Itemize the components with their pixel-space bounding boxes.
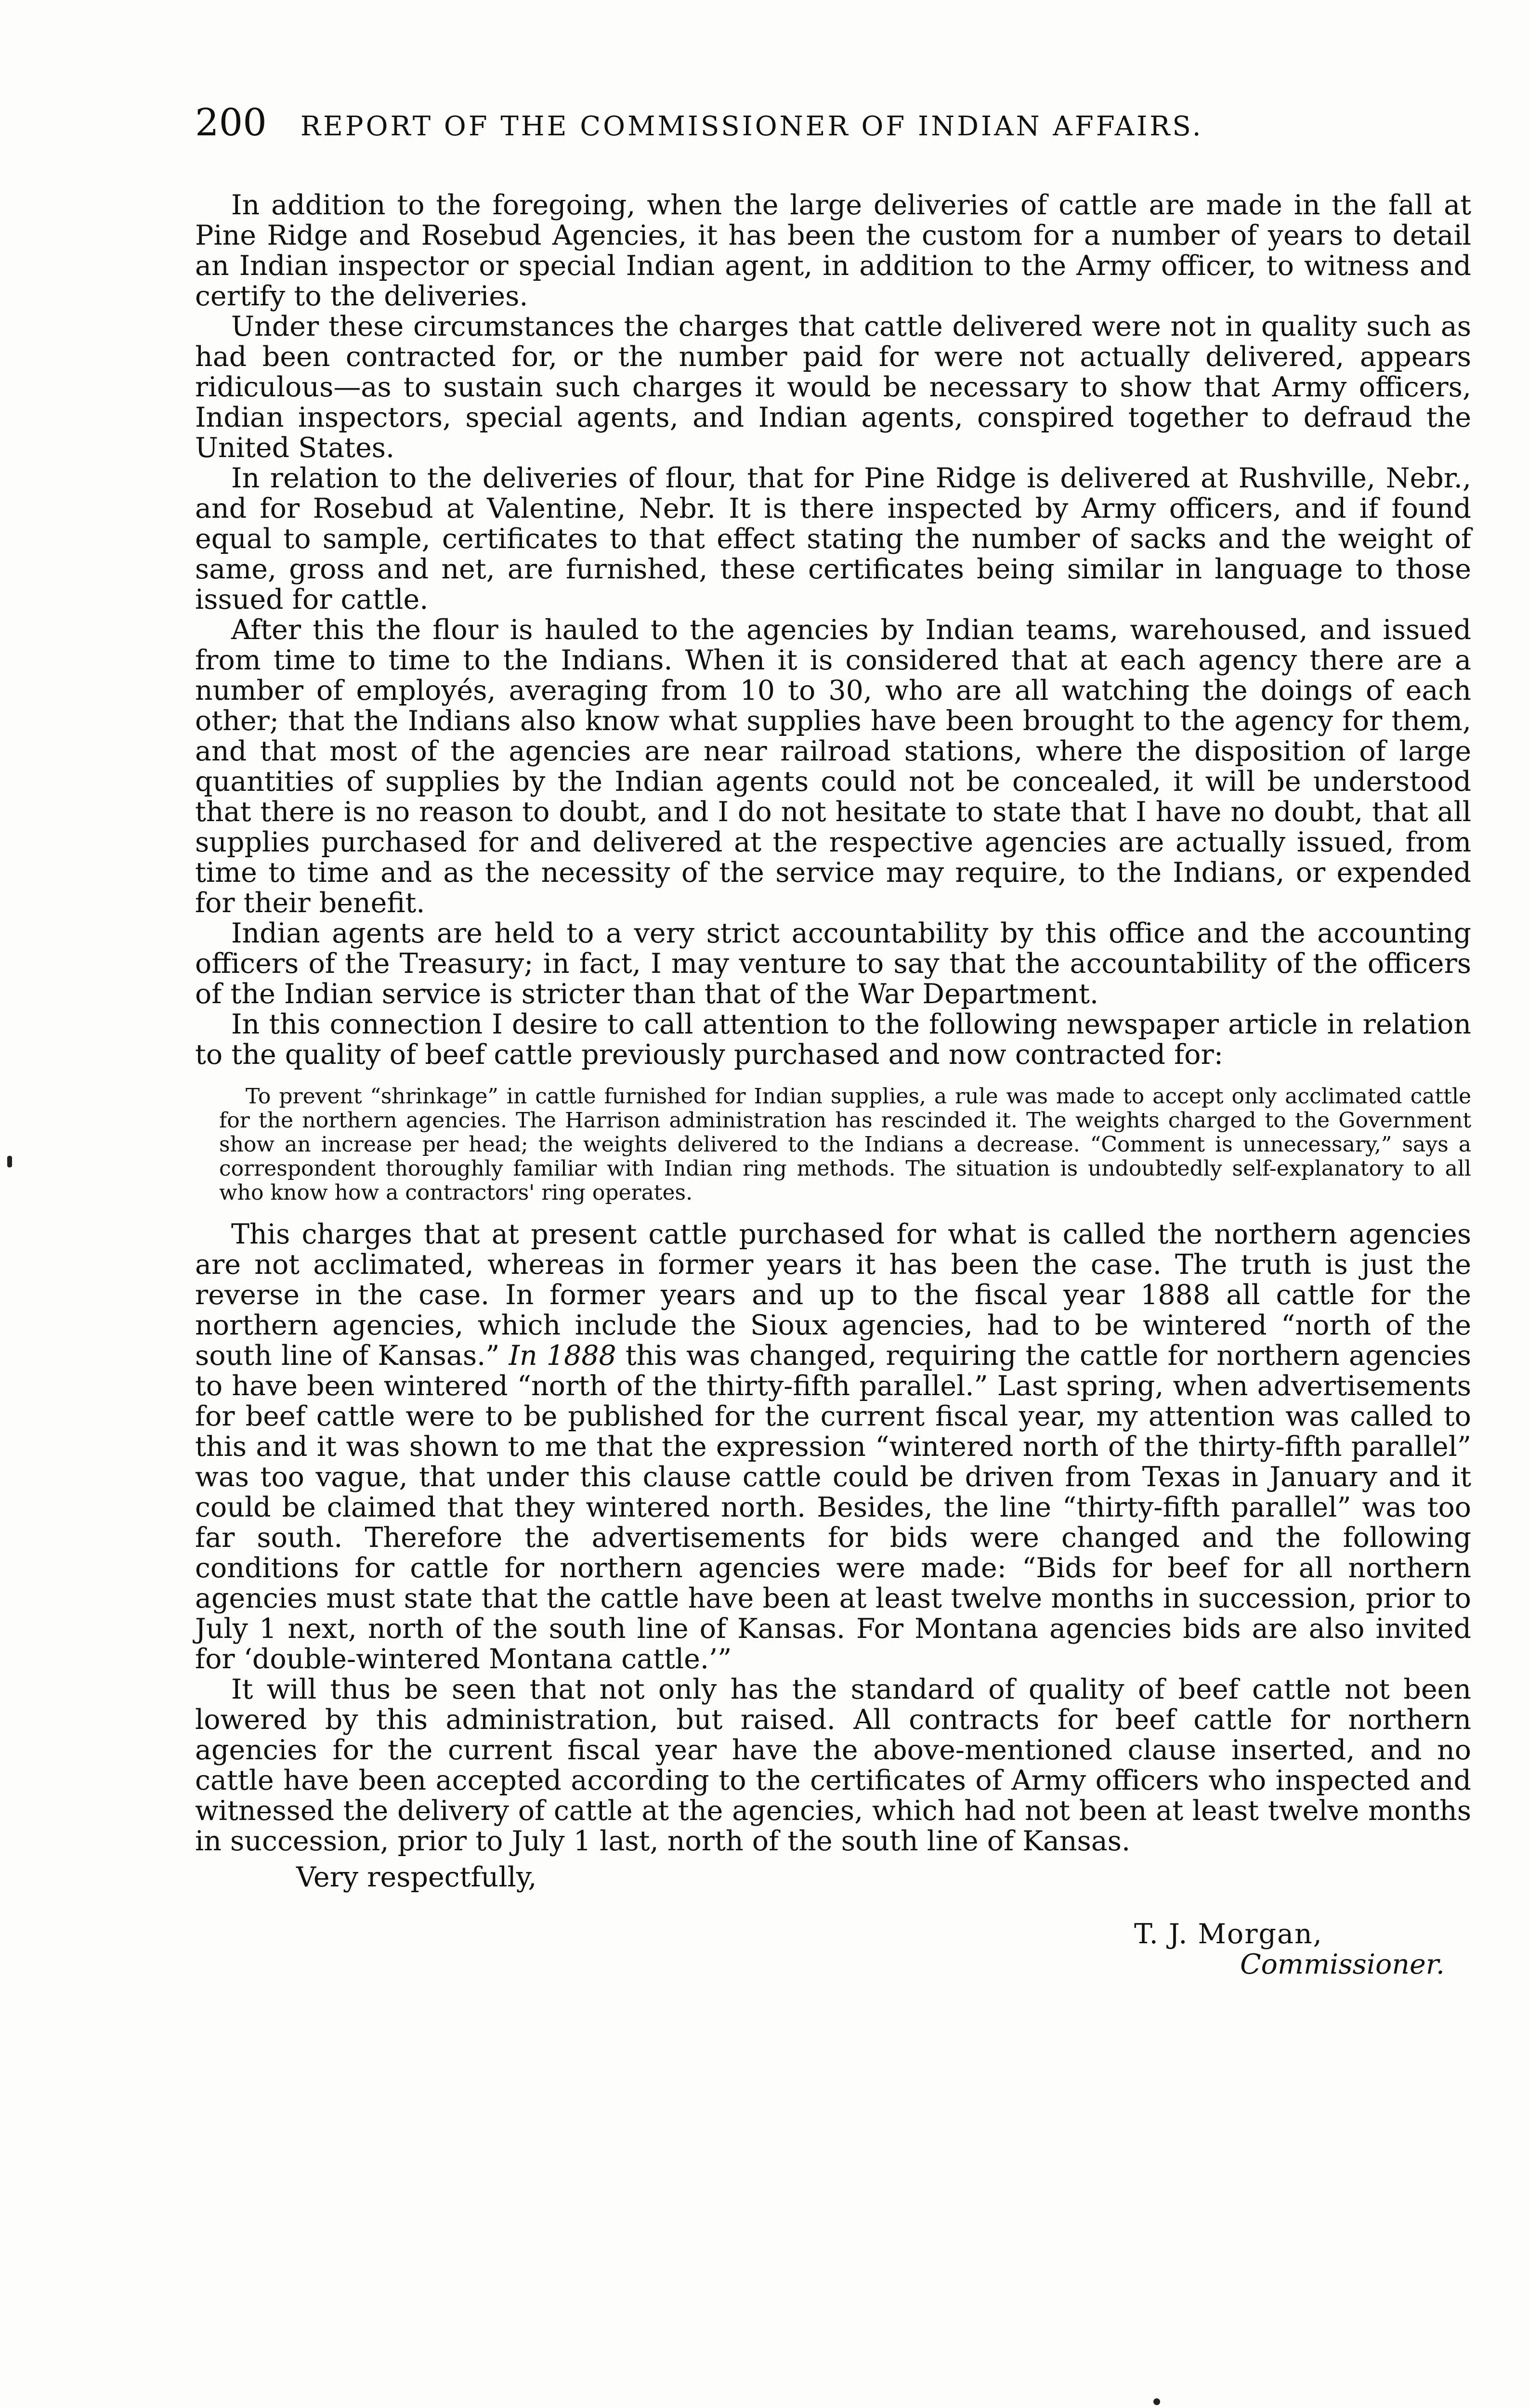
italic-year: In 1888 bbox=[509, 1340, 616, 1372]
paragraph-acclimated-cattle bbox=[195, 1219, 1471, 1675]
paragraph: In this connection I desire to call attention to the following newspaper article in relation to the quality of beef cattle previously purchased and now contracted for: bbox=[195, 1008, 1471, 1071]
scan-speck bbox=[1153, 2398, 1160, 2405]
page-header bbox=[195, 101, 1365, 144]
paragraph: In relation to the deliveries of flour, that for Pine Ridge is delivered at Rushville, Nebr., and for Rosebud at Valentine, Nebr. It is there inspected by Army officers, and if found equal to sample, certificates to that effect stating the number of sacks and the weight of same, gross and net, are furnished, these certificates being similar in language to those issued for cattle. bbox=[195, 462, 1471, 615]
page-number: 200 bbox=[195, 101, 267, 144]
paragraph: It will thus be seen that not only has the standard of quality of beef cattle not been lowered by this administration, but raised. All contracts for beef cattle for northern agencies for the current fiscal year have the above-mentioned clause inserted, and no cattle have been accepted according to the certificates of Army officers who inspected and witnessed the delivery of cattle at the agencies, which had not been at least twelve months in succession, prior to July 1 last, north of the south line of Kansas. bbox=[195, 1674, 1471, 1857]
paragraph-text: this was changed, requiring the cattle for northern agencies to have been wintered “north of the thirty-fifth parallel.” Last spring, when advertisements for beef cattle were to be published for the current fiscal year, my attention was called to this and it was shown to me that the expression “wintered north of the thirty-fifth parallel” was too vague, that under this clause cattle could be driven from Texas in January and it could be claimed that they wintered north. Besides, the line “thirty-fifth parallel” was too far south. Therefore the advertisements for bids were changed and the following conditions for cattle for northern agencies were made: “Bids for beef for all northern agencies must state that the cattle have been at least twelve months in succession, prior to July 1 next, north of the south line of Kansas. For Montana agencies bids are also invited for ‘double-wintered Montana cattle.’” bbox=[195, 1340, 1471, 1675]
paragraph: After this the flour is hauled to the agencies by Indian teams, warehoused, and issued from time to time to the Indians. When it is considered that at each agency there are a number of employés, averaging from 10 to 30, who are all watching the doings of each other; that the Indians also know what supplies have been brought to the agency for them, and that most of the agencies are near railroad stations, where the disposition of large quantities of supplies by the Indian agents could not be concealed, it will be understood that there is no reason to doubt, and I do not hesitate to state that I have no doubt, that all supplies purchased for and delivered at the respective agencies are actually issued, from time to time and as the necessity of the service may require, to the Indians, or expended for their benefit. bbox=[195, 614, 1471, 919]
newspaper-quote: To prevent “shrinkage” in cattle furnished for Indian supplies, a rule was made to accept only acclimated cattle for the northern agencies. The Harrison administration has rescinded it. The weights charged to the Government show an increase per head; the weights delivered to the Indians a decrease. “Comment is unnecessary,” says a correspondent thoroughly familiar with Indian ring methods. The situation is undoubtedly self-explanatory to all who know how a contractors' ring operates. bbox=[219, 1084, 1471, 1205]
report-body bbox=[195, 190, 1471, 1980]
paragraph: In addition to the foregoing, when the large deliveries of cattle are made in the fall at Pine Ridge and Rosebud Agencies, it has been the custom for a number of years to detail an Indian inspector or special Indian agent, in addition to the Army officer, to witness and certify to the deliveries. bbox=[195, 189, 1471, 312]
signature-block bbox=[1134, 1919, 1471, 1980]
scan-speck bbox=[7, 1156, 12, 1167]
paragraph: Under these circumstances the charges that cattle delivered were not in quality such as had been contracted for, or the number paid for were not actually delivered, appears ridiculous—as to sustain such charges it would be necessary to show that Army officers, Indian inspectors, special agents, and Indian agents, conspired together to defraud the United States. bbox=[195, 311, 1471, 464]
signatory-title: Commissioner. bbox=[1240, 1949, 1445, 1980]
paragraph-text: This charges that at present cattle purchased for what is called the northern agencies are not acclimated, whereas in former years it has been the case. The truth is just the reverse in the case. In former years and up to the fiscal year 1888 all cattle for the northern agencies, which include the Sioux agencies, had to be wintered “north of the south line of Kansas.” bbox=[195, 1218, 1471, 1372]
signatory-name: T. J. Morgan, bbox=[1134, 1918, 1323, 1950]
closing-salutation: Very respectfully, bbox=[296, 1861, 537, 1893]
running-title: REPORT OF THE COMMISSIONER OF INDIAN AFFAIRS. bbox=[300, 111, 1203, 142]
paragraph: Indian agents are held to a very strict accountability by this office and the accounting officers of the Treasury; in fact, I may venture to say that the accountability of the officers of the Indian service is stricter than that of the War Department. bbox=[195, 917, 1471, 1010]
